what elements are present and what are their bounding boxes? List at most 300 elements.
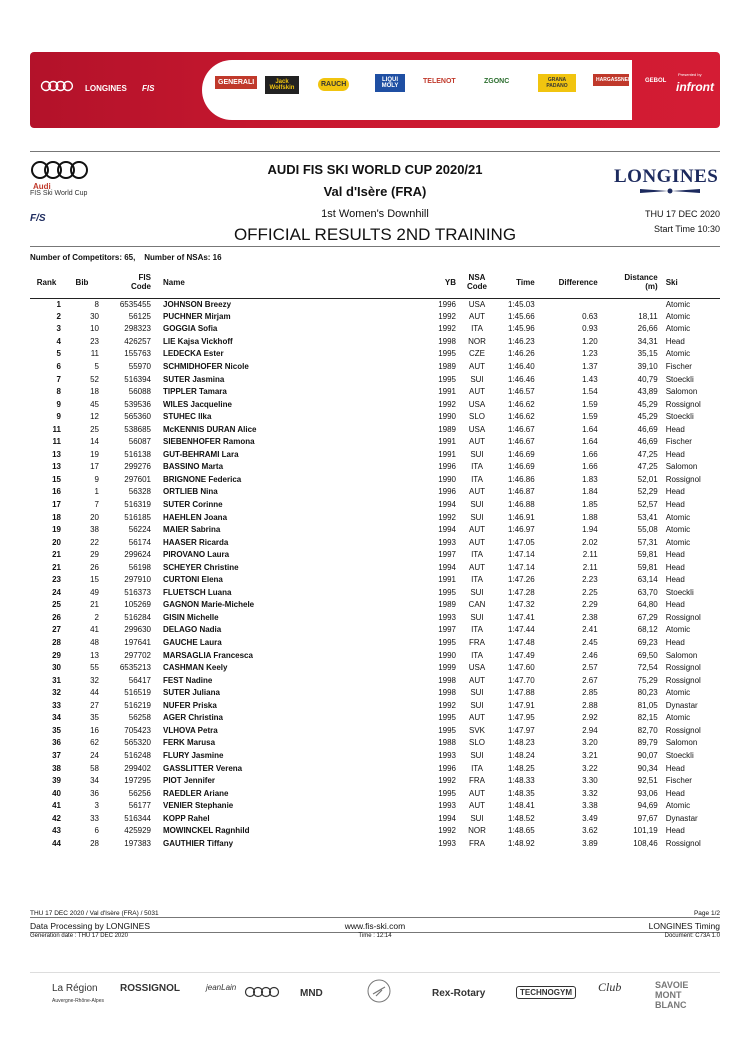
footer-top-rule [30,917,720,918]
cell-nsa: AUT [469,788,485,798]
col-nsa-line2: Code [467,282,487,292]
cell-nsa: AUT [469,487,485,497]
cell-yb: 1989 [438,362,456,371]
cell-bib: 17 [90,462,99,472]
cell-fis-code: 155763 [124,349,151,359]
cell-nsa: USA [468,424,486,434]
cell-distance: 45,29 [637,412,658,422]
cell-bib: 1 [94,487,99,497]
cell-difference: 3.21 [582,750,598,760]
table-row [30,599,720,612]
cell-rank: 19 [52,525,61,535]
cell-fis-code: 105269 [124,600,151,610]
skier-emblem-icon [366,978,392,1004]
cell-rank: 24 [52,587,61,597]
cell-nsa: CZE [469,349,485,359]
cell-nsa: NOR [468,826,486,836]
cell-distance: 82,15 [637,713,658,723]
cell-difference: 2.25 [582,587,598,597]
col-distance [600,267,660,298]
cell-difference: 2.46 [582,650,598,660]
cell-rank: 16 [52,487,61,497]
cell-bib: 45 [90,399,99,409]
cell-name: LEDECKA Ester [163,349,224,359]
cell-rank: 13 [52,462,61,472]
cell-nsa: ITA [471,650,483,660]
table-row [30,812,720,825]
cell-ski: Salomon [665,738,698,748]
table-row [30,775,720,788]
cell-nsa: SLO [468,738,485,748]
banner-fis: FIS [142,84,155,93]
cell-difference: 1.88 [582,512,598,522]
cell-nsa: FRA [469,638,485,648]
cell-rank: 37 [52,750,61,760]
cell-name: STUHEC Ilka [163,412,212,422]
table-row [30,674,720,687]
col-ski: Ski [660,267,720,298]
cell-fis-code: 297910 [124,575,151,585]
cell-nsa: CAN [468,600,486,610]
table-row [30,511,720,524]
cell-name: JOHNSON Breezy [163,299,232,309]
cell-rank: 21 [52,562,61,572]
cell-bib: 16 [90,725,99,735]
table-row [30,762,720,775]
longines-wings-icon [640,186,700,196]
cell-yb: 1992 [438,512,456,522]
cell-time: 1:45.66 [508,311,535,321]
cell-fis-code: 516138 [124,449,151,459]
cell-name: MARSAGLIA Francesca [163,650,253,660]
cell-yb: 1994 [438,525,456,535]
cell-nsa: SUI [470,700,484,710]
cell-rank: 39 [52,776,61,786]
cell-name: FLUETSCH Luana [163,587,232,597]
cell-time: 1:47.28 [508,587,535,597]
cell-bib: 52 [90,374,99,384]
col-distance-line1: Distance [624,273,658,283]
cell-time: 1:47.95 [508,713,535,723]
cell-time: 1:48.24 [508,750,535,760]
table-row [30,800,720,813]
sponsors-rule [30,972,720,973]
cell-rank: 6 [56,362,61,371]
cell-nsa: SUI [470,374,484,384]
cell-difference: 0.93 [582,324,598,334]
cell-name: HAASER Ricarda [163,537,229,547]
cell-difference: 1.23 [582,349,598,359]
cell-nsa: ITA [471,625,483,635]
results-table [30,267,720,850]
cell-rank: 31 [52,675,61,685]
cell-distance: 68,12 [637,625,658,635]
cell-distance: 92,51 [637,776,658,786]
table-row [30,725,720,738]
cell-nsa: AUT [469,675,485,685]
cell-yb: 1994 [438,813,456,823]
cell-ski: Head [665,788,685,798]
savoie-line: SAVOIE [655,980,689,990]
col-difference: Difference [537,267,600,298]
table-row [30,298,720,311]
cell-rank: 17 [52,500,61,510]
cell-bib: 30 [90,311,99,321]
cell-nsa: AUT [469,437,485,447]
cell-bib: 12 [90,412,99,422]
cell-yb: 1991 [438,437,456,447]
sponsor-zgonc: ZGONC [484,78,510,85]
sponsor-jeanlain: jeanLain [206,983,237,992]
cell-time: 1:47.91 [508,700,535,710]
cell-name: DELAGO Nadia [163,625,222,635]
cell-rank: 3 [56,324,61,334]
cell-bib: 58 [90,763,99,773]
cell-name: SUTER Juliana [163,688,220,698]
cell-bib: 7 [94,500,99,510]
cell-nsa: AUT [469,537,485,547]
cell-difference: 3.62 [582,826,598,836]
cell-time: 1:47.48 [508,638,535,648]
cell-name: GAUTHIER Tiffany [163,838,234,848]
cell-distance: 90,07 [637,750,658,760]
cell-difference: 3.32 [582,788,598,798]
cell-distance: 94,69 [637,801,658,811]
cell-ski: Atomic [665,525,691,535]
sponsor-jack-wolfskin: Jack Wolfskin [265,76,299,94]
cell-time: 1:46.46 [508,374,535,384]
cell-distance: 69,50 [637,650,658,660]
cell-name: HAEHLEN Joana [163,512,228,522]
cell-bib: 23 [90,336,99,346]
cell-rank: 43 [52,826,61,836]
cell-nsa: SVK [468,725,485,735]
cell-fis-code: 516319 [124,500,151,510]
cell-name: CURTONI Elena [163,575,223,585]
cell-bib: 11 [90,349,99,359]
table-row [30,323,720,336]
cell-name: BASSINO Marta [163,462,224,472]
cell-ski: Head [665,575,685,585]
cell-fis-code: 299276 [124,462,151,472]
table-row [30,574,720,587]
cell-name: PUCHNER Mirjam [163,311,231,321]
table-row [30,662,720,675]
sponsor-generali: GENERALI [215,76,257,89]
cell-rank: 4 [56,336,61,346]
table-row [30,587,720,600]
cell-difference: 3.22 [582,763,598,773]
table-row [30,373,720,386]
cell-distance: 52,29 [637,487,658,497]
cell-yb: 1995 [438,349,456,359]
cell-distance: 63,70 [637,587,658,597]
cell-fis-code: 299630 [124,625,151,635]
sponsor-hargassner: HARGASSNER [593,74,629,86]
cell-fis-code: 56224 [128,525,151,535]
cell-bib: 6 [94,826,99,836]
cell-difference: 2.02 [582,537,598,547]
cell-fis-code: 56088 [128,387,151,397]
footer-website[interactable]: www.fis-ski.com [344,921,406,931]
sponsor-rauch: RAUCH [318,78,349,91]
cell-difference: 2.45 [582,638,598,648]
cell-name: SIEBENHOFER Ramona [163,437,255,447]
table-row [30,549,720,562]
cell-time: 1:46.86 [508,474,535,484]
table-row [30,336,720,349]
cell-fis-code: 565320 [124,738,151,748]
cell-time: 1:46.69 [508,462,535,472]
cell-fis-code: 516373 [124,587,151,597]
table-row [30,411,720,424]
cell-bib: 38 [90,525,99,535]
cell-distance: 26,66 [637,324,658,334]
cell-distance: 35,15 [637,349,658,359]
infront-logo: infront [676,80,714,94]
cell-bib: 26 [90,562,99,572]
col-name: Name [153,267,403,298]
cell-time: 1:46.69 [508,449,535,459]
cell-bib: 10 [90,324,99,334]
cell-name: VLHOVA Petra [163,725,218,735]
cell-yb: 1997 [438,550,456,560]
cell-yb: 1990 [438,474,456,484]
cell-ski: Rossignol [665,474,701,484]
cell-nsa: AUT [469,387,485,397]
cell-distance: 47,25 [637,462,658,472]
cell-bib: 27 [90,700,99,710]
cell-time: 1:46.87 [508,487,535,497]
table-row [30,361,720,374]
cell-name: SCHEYER Christine [163,562,239,572]
cell-difference: 2.41 [582,625,598,635]
cell-name: CASHMAN Keely [163,663,228,673]
cell-difference: 3.89 [582,838,598,848]
cell-ski: Salomon [665,462,698,472]
fis-logo: F/S [30,213,46,224]
cell-nsa: ITA [471,575,483,585]
cell-bib: 32 [90,675,99,685]
race-title: 1st Women's Downhill [321,208,429,220]
cell-distance: 72,54 [637,663,658,673]
table-row [30,700,720,713]
cell-rank: 1 [56,299,61,309]
cell-fis-code: 56177 [128,801,151,811]
cell-name: VENIER Stephanie [163,801,234,811]
cell-yb: 1996 [438,487,456,497]
header-bottom-rule [30,246,720,247]
cell-yb: 1990 [438,412,456,422]
audi-label: Audi [33,182,51,191]
cell-nsa: USA [468,299,486,309]
cell-bib: 20 [90,512,99,522]
cell-difference: 1.37 [582,362,598,371]
cell-time: 1:46.88 [508,500,535,510]
cell-rank: 32 [52,688,61,698]
cell-yb: 1994 [438,500,456,510]
cell-bib: 55 [90,663,99,673]
cell-difference: 2.29 [582,600,598,610]
cell-yb: 1992 [438,399,456,409]
cell-time: 1:45.03 [508,299,535,309]
cell-yb: 1996 [438,763,456,773]
cell-name: FLURY Jasmine [163,750,224,760]
cell-distance: 39,10 [637,362,658,371]
col-yb: YB [403,267,458,298]
table-header-row [30,267,720,298]
cell-difference: 2.92 [582,713,598,723]
cell-rank: 8 [56,387,61,397]
cell-difference: 1.84 [582,487,598,497]
cell-rank: 11 [52,437,61,447]
cell-time: 1:46.67 [508,437,535,447]
cell-nsa: ITA [471,324,483,334]
cell-distance: 63,14 [637,575,658,585]
cell-time: 1:46.62 [508,399,535,409]
cell-fis-code: 516394 [124,374,151,384]
cell-fis-code: 516248 [124,750,151,760]
cell-fis-code: 6535213 [119,663,151,673]
cell-ski: Rossignol [665,725,701,735]
cell-nsa: SUI [470,500,484,510]
cell-time: 1:48.23 [508,738,535,748]
cell-nsa: SUI [470,813,484,823]
table-row [30,461,720,474]
cell-fis-code: 516344 [124,813,151,823]
cell-distance: 46,69 [637,437,658,447]
cell-rank: 30 [52,663,61,673]
cell-fis-code: 516185 [124,512,151,522]
cell-rank: 7 [56,374,61,384]
sponsor-savoie-mont-blanc [655,980,688,1010]
cell-difference: 1.66 [582,449,598,459]
cell-time: 1:48.33 [508,776,535,786]
competitors-count: Number of Competitors: 65, [30,253,136,262]
presented-by-label: Presented by [678,72,702,77]
sponsor-telenot: TELENOT [423,78,456,85]
cell-rank: 29 [52,650,61,660]
blanc-line: BLANC [655,1000,687,1010]
col-rank: Rank [30,267,63,298]
cell-difference: 1.59 [582,412,598,422]
cell-fis-code: 56087 [128,437,151,447]
cell-difference: 2.38 [582,612,598,622]
cell-fis-code: 56174 [128,537,151,547]
cell-time: 1:48.65 [508,826,535,836]
table-row [30,561,720,574]
cell-time: 1:47.14 [508,562,535,572]
cell-fis-code: 539536 [124,399,151,409]
cell-fis-code: 299402 [124,763,151,773]
cell-ski: Head [665,600,685,610]
cell-bib: 3 [94,801,99,811]
cell-difference: 2.85 [582,688,598,698]
cell-yb: 1993 [438,838,456,848]
cell-difference: 1.43 [582,374,598,384]
cell-bib: 62 [90,738,99,748]
cell-yb: 1995 [438,713,456,723]
cell-name: MAIER Sabrina [163,525,221,535]
cell-name: GAUCHE Laura [163,638,222,648]
cell-bib: 9 [94,474,99,484]
cell-ski: Head [665,449,685,459]
col-fis-code [101,267,153,298]
cell-bib: 13 [90,650,99,660]
cell-time: 1:46.97 [508,525,535,535]
cell-rank: 21 [52,550,61,560]
cell-difference: 3.20 [582,738,598,748]
cell-ski: Rossignol [665,612,701,622]
cell-difference: 3.38 [582,801,598,811]
cell-distance: 46,69 [637,424,658,434]
cell-distance: 34,31 [637,336,658,346]
cell-yb: 1991 [438,449,456,459]
table-row [30,649,720,662]
cell-time: 1:46.57 [508,387,535,397]
cell-time: 1:46.23 [508,336,535,346]
cell-ski: Dynastar [665,700,698,710]
table-row [30,423,720,436]
cell-ski: Fischer [665,362,692,371]
cell-bib: 2 [94,612,99,622]
table-row [30,486,720,499]
sponsor-la-region: La Région [52,983,98,994]
table-row [30,612,720,625]
table-row [30,474,720,487]
cell-yb: 1989 [438,600,456,610]
banner-longines: LONGINES [85,84,127,93]
cell-bib: 18 [90,387,99,397]
col-time: Time [496,267,537,298]
cell-nsa: AUT [469,562,485,572]
cell-difference: 1.64 [582,424,598,434]
cell-distance: 43,89 [637,387,658,397]
cell-ski: Head [665,763,685,773]
cell-yb: 1998 [438,688,456,698]
cell-nsa: NOR [468,336,486,346]
competitor-counts [30,253,222,262]
cell-nsa: SLO [468,412,485,422]
cell-time: 1:45.96 [508,324,535,334]
cell-nsa: AUT [469,362,485,371]
cell-rank: 18 [52,512,61,522]
cell-bib: 36 [90,788,99,798]
sponsor-mnd: MND [300,988,323,999]
cell-rank: 13 [52,449,61,459]
venue-title: Val d'Isère (FRA) [323,184,427,199]
cell-distance: 59,81 [637,562,658,572]
cell-difference: 2.23 [582,575,598,585]
cell-name: GAGNON Marie-Michele [163,600,255,610]
table-row [30,712,720,725]
cell-fis-code: 516284 [124,612,151,622]
cell-distance: 55,08 [637,525,658,535]
cell-rank: 42 [52,813,61,823]
cell-nsa: ITA [471,550,483,560]
cell-name: ORTLIEB Nina [163,487,218,497]
cell-distance: 97,67 [637,813,658,823]
cell-fis-code: 425929 [124,826,151,836]
cell-distance: 52,57 [637,500,658,510]
cell-bib: 28 [90,838,99,848]
cell-yb: 1992 [438,324,456,334]
cell-nsa: ITA [471,462,483,472]
audi-rings-icon [40,80,74,92]
sponsor-liqui-moly: LIQUI MOLY [375,74,405,92]
cell-distance: 82,70 [637,725,658,735]
cell-yb: 1993 [438,537,456,547]
